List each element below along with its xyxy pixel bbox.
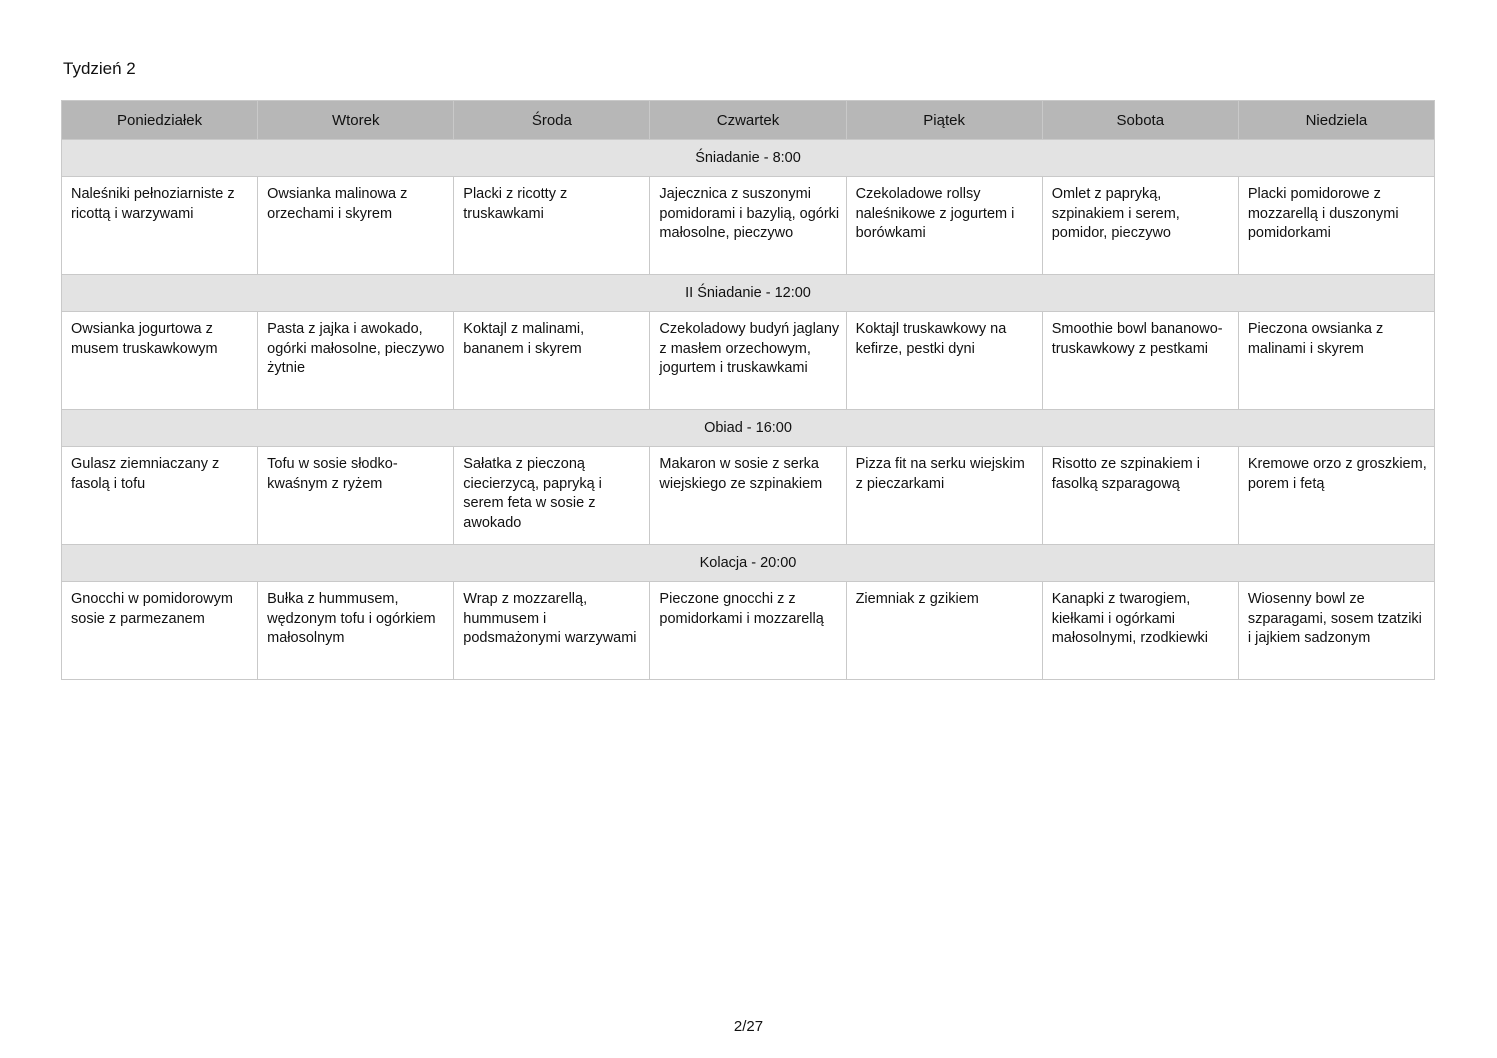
meal-cell: Kanapki z twarogiem, kiełkami i ogórkami małosolnymi, rzodkiewki xyxy=(1042,582,1238,680)
meal-cell: Pieczone gnocchi z z pomidorkami i mozzarellą xyxy=(650,582,846,680)
meal-row xyxy=(62,177,1435,275)
day-header: Środa xyxy=(454,101,650,140)
meal-cell: Kremowe orzo z groszkiem, porem i fetą xyxy=(1238,447,1434,545)
meal-cell: Owsianka jogurtowa z musem truskawkowym xyxy=(62,312,258,410)
meal-cell: Owsianka malinowa z orzechami i skyrem xyxy=(258,177,454,275)
meal-cell: Koktajl z malinami, bananem i skyrem xyxy=(454,312,650,410)
day-header-row xyxy=(62,101,1435,140)
section-header: II Śniadanie - 12:00 xyxy=(62,275,1435,312)
page-title: Tydzień 2 xyxy=(63,59,136,78)
meal-cell: Wiosenny bowl ze szparagami, sosem tzatziki i jajkiem sadzonym xyxy=(1238,582,1434,680)
meal-cell: Ziemniak z gzikiem xyxy=(846,582,1042,680)
meal-cell: Sałatka z pieczoną ciecierzycą, papryką i serem feta w sosie z awokado xyxy=(454,447,650,545)
meal-cell: Omlet z papryką, szpinakiem i serem, pomidor, pieczywo xyxy=(1042,177,1238,275)
section-header: Kolacja - 20:00 xyxy=(62,545,1435,582)
meal-row xyxy=(62,312,1435,410)
day-header: Piątek xyxy=(846,101,1042,140)
section-header-row xyxy=(62,140,1435,177)
page-number: 2/27 xyxy=(733,1018,764,1035)
section-header-row xyxy=(62,275,1435,312)
section-header: Śniadanie - 8:00 xyxy=(62,140,1435,177)
meal-cell: Gnocchi w pomidorowym sosie z parmezanem xyxy=(62,582,258,680)
meal-cell: Placki pomidorowe z mozzarellą i duszonymi pomidorkami xyxy=(1238,177,1434,275)
meal-cell: Makaron w sosie z serka wiejskiego ze szpinakiem xyxy=(650,447,846,545)
meal-cell: Gulasz ziemniaczany z fasolą i tofu xyxy=(62,447,258,545)
day-header: Sobota xyxy=(1042,101,1238,140)
meal-row xyxy=(62,447,1435,545)
meal-plan-table xyxy=(61,100,1435,680)
meal-cell: Czekoladowe rollsy naleśnikowe z jogurtem i borówkami xyxy=(846,177,1042,275)
meal-cell: Czekoladowy budyń jaglany z masłem orzechowym, jogurtem i truskawkami xyxy=(650,312,846,410)
meal-row xyxy=(62,582,1435,680)
meal-cell: Pasta z jajka i awokado, ogórki małosolne, pieczywo żytnie xyxy=(258,312,454,410)
meal-cell: Koktajl truskawkowy na kefirze, pestki dyni xyxy=(846,312,1042,410)
section-header-row xyxy=(62,410,1435,447)
section-header: Obiad - 16:00 xyxy=(62,410,1435,447)
day-header: Wtorek xyxy=(258,101,454,140)
meal-cell: Smoothie bowl bananowo- truskawkowy z pestkami xyxy=(1042,312,1238,410)
meal-cell: Risotto ze szpinakiem i fasolką szparagową xyxy=(1042,447,1238,545)
meal-cell: Pieczona owsianka z malinami i skyrem xyxy=(1238,312,1434,410)
day-header: Poniedziałek xyxy=(62,101,258,140)
meal-cell: Jajecznica z suszonymi pomidorami i bazylią, ogórki małosolne, pieczywo xyxy=(650,177,846,275)
meal-cell: Tofu w sosie słodko-kwaśnym z ryżem xyxy=(258,447,454,545)
section-header-row xyxy=(62,545,1435,582)
meal-cell: Naleśniki pełnoziarniste z ricottą i warzywami xyxy=(62,177,258,275)
day-header: Czwartek xyxy=(650,101,846,140)
meal-cell: Pizza fit na serku wiejskim z pieczarkami xyxy=(846,447,1042,545)
meal-cell: Wrap z mozzarellą, hummusem i podsmażonymi warzywami xyxy=(454,582,650,680)
meal-cell: Placki z ricotty z truskawkami xyxy=(454,177,650,275)
day-header: Niedziela xyxy=(1238,101,1434,140)
meal-cell: Bułka z hummusem, wędzonym tofu i ogórkiem małosolnym xyxy=(258,582,454,680)
